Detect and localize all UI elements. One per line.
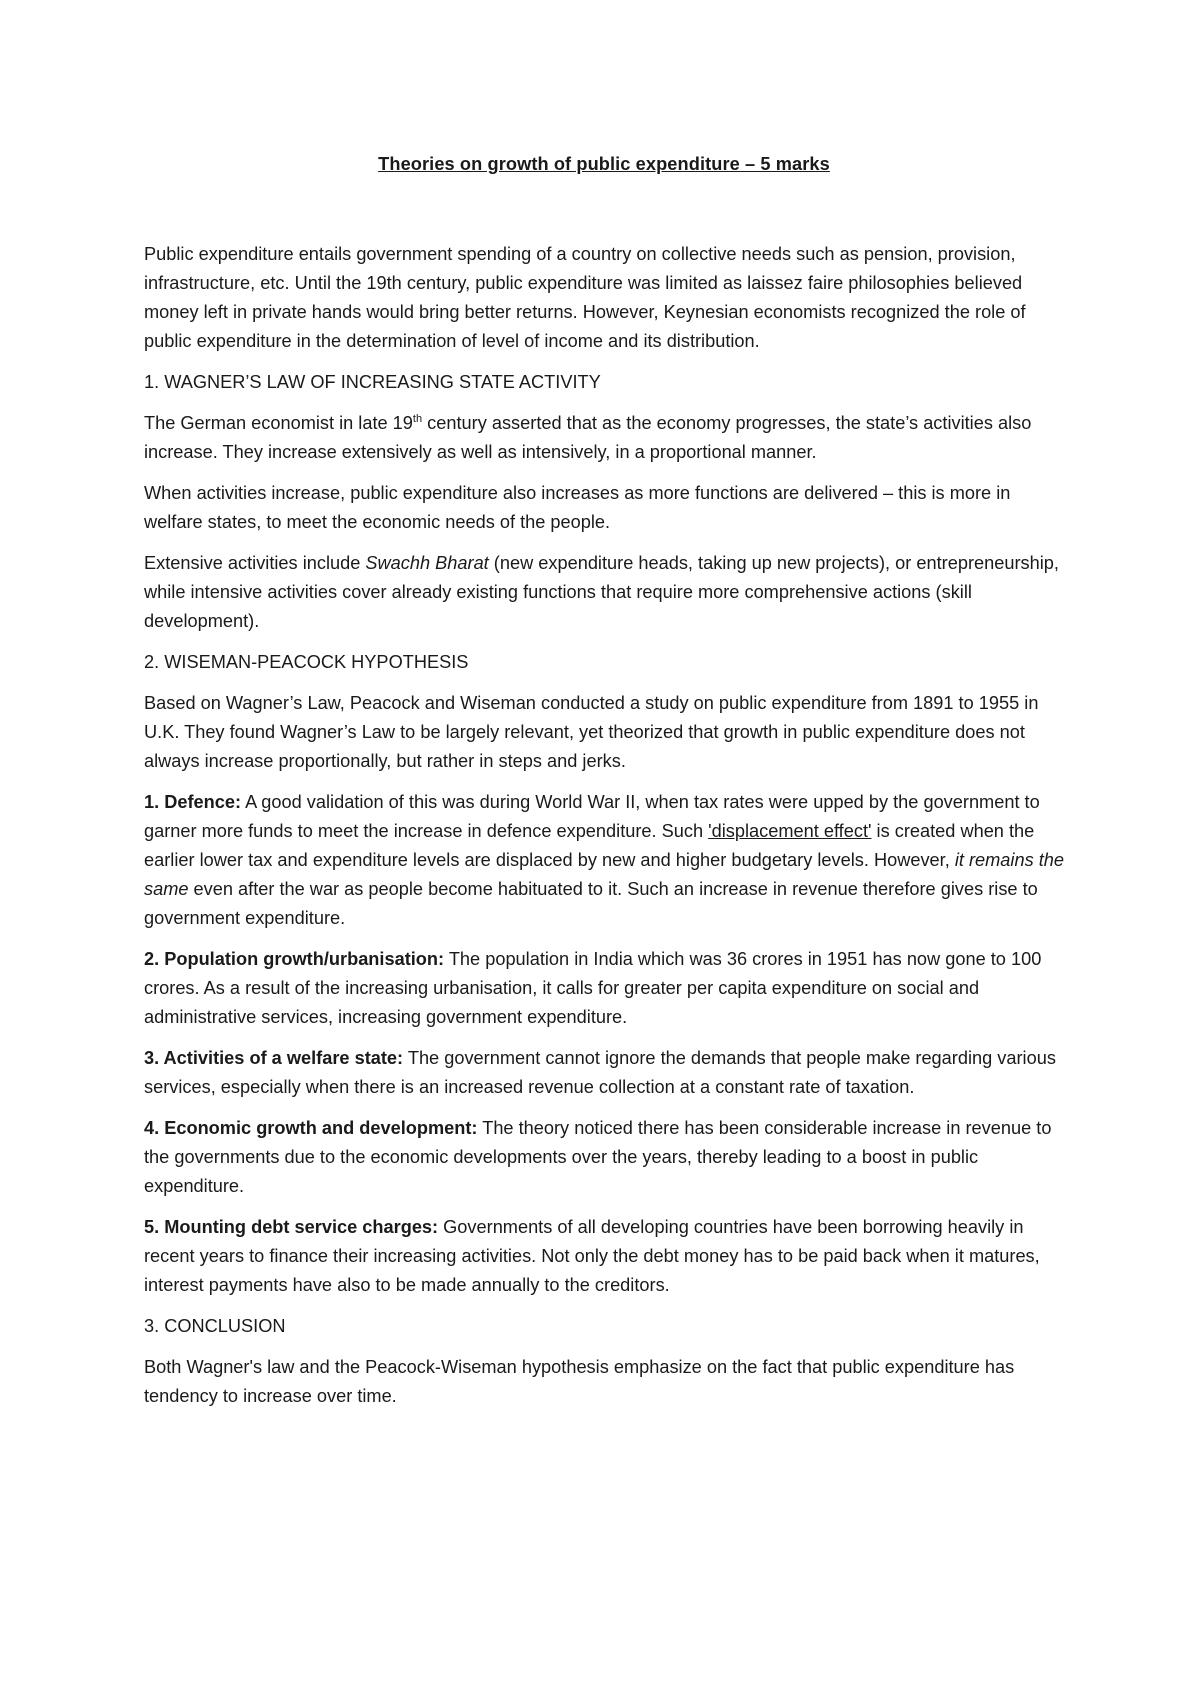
swachh-bharat-italic: Swachh Bharat	[365, 553, 489, 573]
point-population-text: The population in India which was 36 crores in 1951 has now gone to 100 crores. As a result of the increasing urbanisation, it calls for greater per capita expenditure on social and administrative services, increasing government expenditure.	[144, 949, 1042, 1027]
wiseman-peacock-intro: Based on Wagner’s Law, Peacock and Wiseman conducted a study on public expenditure from 1891 to 1955 in U.K. They found Wagner’s Law to be largely relevant, yet theorized that growth in public expenditure does not always increase proportionally, but rather in steps and jerks.	[144, 693, 1039, 771]
wagner-p1-text-b: century asserted that as the economy progresses, the state’s activities also increase. They increase extensively as well as intensively, in a proportional manner.	[144, 413, 1032, 462]
section-heading-wagner: 1. WAGNER’S LAW OF INCREASING STATE ACTIVITY	[144, 372, 601, 392]
wagner-paragraph-1	[144, 409, 1064, 467]
displacement-effect-underlined: 'displacement effect'	[708, 821, 872, 841]
point-population	[144, 945, 1064, 1032]
wagner-p1-superscript: th	[412, 412, 423, 425]
point-population-label: 2. Population growth/urbanisation:	[144, 949, 445, 969]
conclusion-paragraph: Both Wagner's law and the Peacock-Wiseman hypothesis emphasize on the fact that public expenditure has tendency to increase over time.	[144, 1357, 1015, 1406]
wagner-p3-text-a: Extensive activities include	[144, 553, 366, 573]
point-debt-service-text: Governments of all developing countries have been borrowing heavily in recent years to finance their increasing activities. Not only the debt money has to be paid back when it matures, interest payments have also to be made annually to the creditors.	[144, 1217, 1040, 1295]
point-defence-italic: it remains the same	[144, 850, 1064, 899]
point-economic-growth	[144, 1114, 1064, 1201]
point-debt-service	[144, 1213, 1064, 1300]
point-defence	[144, 788, 1064, 933]
point-debt-service-label: 5. Mounting debt service charges:	[144, 1217, 439, 1237]
wagner-paragraph-3	[144, 549, 1064, 636]
point-defence-text-c: even after the war as people become habituated to it. Such an increase in revenue therefore gives rise to government expenditure.	[144, 879, 1038, 928]
point-welfare-label: 3. Activities of a welfare state:	[144, 1048, 404, 1068]
section-heading-conclusion: 3. CONCLUSION	[144, 1316, 286, 1336]
wagner-p1-text-a: The German economist in late 19	[144, 413, 413, 433]
point-welfare-text: The government cannot ignore the demands that people make regarding various services, especially when there is an increased revenue collection at a constant rate of taxation.	[144, 1048, 1056, 1097]
point-economic-growth-text: The theory noticed there has been considerable increase in revenue to the governments due to the economic developments over the years, thereby leading to a boost in public expenditure.	[144, 1118, 1052, 1196]
point-defence-text-a: A good validation of this was during World War II, when tax rates were upped by the government to garner more funds to meet the increase in defence expenditure. Such	[144, 792, 1040, 841]
wagner-p3-text-b: (new expenditure heads, taking up new projects), or entrepreneurship, while intensive activities cover already existing functions that require more comprehensive actions (skill development).	[144, 553, 1059, 631]
point-defence-text-b: is created when the earlier lower tax and expenditure levels are displaced by new and higher budgetary levels. However,	[144, 821, 1035, 870]
wagner-paragraph-2: When activities increase, public expenditure also increases as more functions are delivered – this is more in welfare states, to meet the economic needs of the people.	[144, 483, 1011, 532]
section-heading-wiseman-peacock: 2. WISEMAN-PEACOCK HYPOTHESIS	[144, 652, 469, 672]
point-economic-growth-label: 4. Economic growth and development:	[144, 1118, 478, 1138]
point-defence-label: 1. Defence:	[144, 792, 242, 812]
point-welfare-state	[144, 1044, 1064, 1102]
document-title: Theories on growth of public expenditure – 5 marks	[378, 154, 830, 174]
document-page	[144, 150, 1064, 1423]
intro-paragraph: Public expenditure entails government spending of a country on collective needs such as pension, provision, infrastructure, etc. Until the 19th century, public expenditure was limited as laissez faire philosophies believed money left in private hands would bring better returns. However, Keynesian economists recognized the role of public expenditure in the determination of level of income and its distribution.	[144, 244, 1026, 351]
